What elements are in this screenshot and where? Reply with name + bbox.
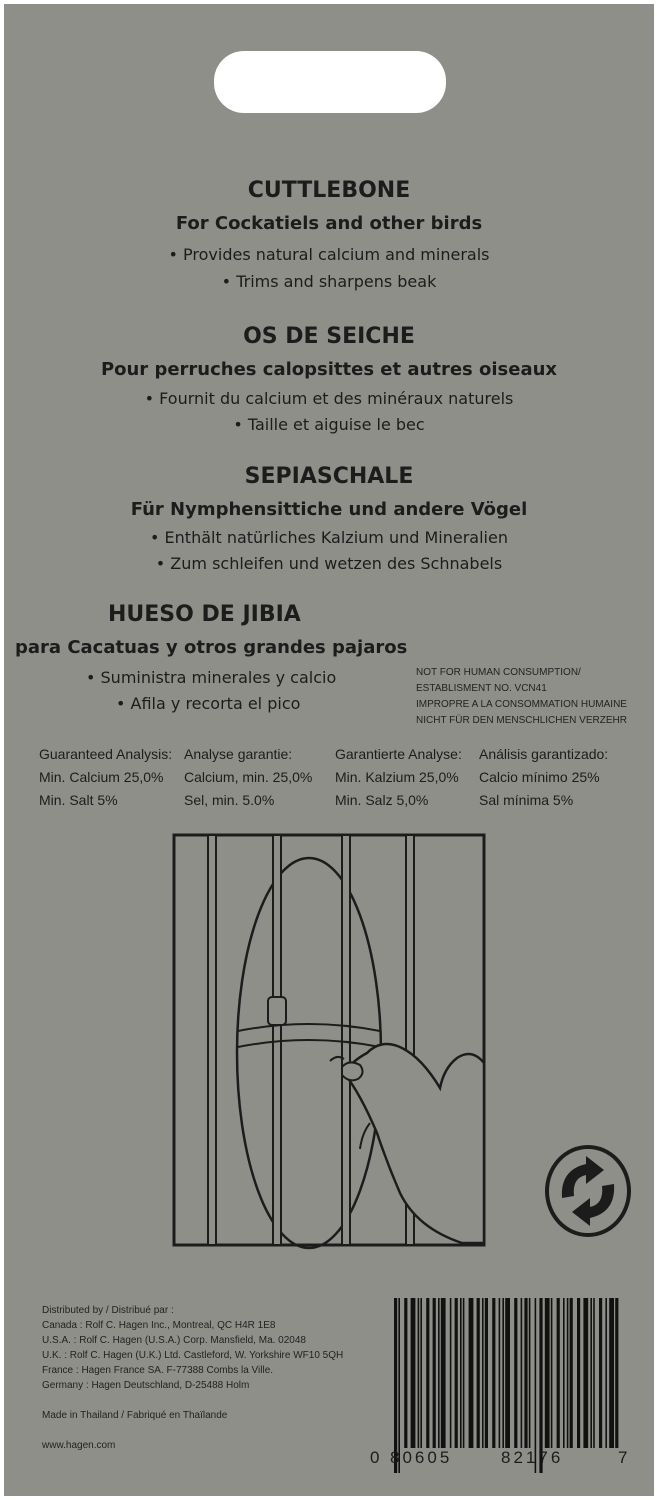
barcode-bar xyxy=(514,1298,517,1448)
website: www.hagen.com xyxy=(42,1440,116,1451)
barcode-bar xyxy=(411,1298,416,1448)
barcode-bar xyxy=(593,1298,595,1448)
barcode-bar xyxy=(485,1298,488,1448)
barcode-bar xyxy=(557,1298,560,1448)
analysis-calcium: Calcium, min. 25,0% xyxy=(184,769,313,785)
french-bullet-calcium: • Fournit du calcium et des minéraux naturels xyxy=(144,389,514,408)
german-title: SEPIASCHALE xyxy=(244,464,414,489)
distribution-line: France : Hagen France SA. F-77388 Combs la Ville. xyxy=(42,1365,274,1376)
analysis-heading: Guaranteed Analysis: xyxy=(39,746,173,762)
barcode-bar xyxy=(615,1298,618,1448)
analysis-french xyxy=(184,743,312,812)
analysis-calcium: Calcio mínimo 25% xyxy=(479,769,600,785)
barcode-bar xyxy=(521,1298,523,1448)
barcode-bar xyxy=(477,1298,480,1448)
barcode-bar xyxy=(460,1298,462,1448)
barcode-bar xyxy=(499,1298,501,1448)
barcode-bar xyxy=(469,1298,474,1448)
barcode-bar xyxy=(551,1298,553,1448)
barcode-bar xyxy=(441,1298,446,1448)
analysis-heading: Analyse garantie: xyxy=(184,746,293,762)
barcode-bar xyxy=(570,1298,573,1448)
english-bullet-beak: • Trims and sharpens beak xyxy=(221,272,437,291)
warning-line: IMPROPRE A LA CONSOMMATION HUMAINE xyxy=(416,699,627,710)
analysis-salt: Sel, min. 5.0% xyxy=(184,792,275,808)
german-bullet-calcium: • Enthält natürliches Kalzium und Mineralien xyxy=(150,528,508,547)
english-subtitle: For Cockatiels and other birds xyxy=(175,213,483,234)
analysis-english xyxy=(39,743,172,812)
analysis-calcium: Min. Kalzium 25,0% xyxy=(335,769,459,785)
barcode-bar xyxy=(545,1298,550,1448)
warning-line: NOT FOR HUMAN CONSUMPTION/ xyxy=(416,667,581,678)
french-bullet-beak: • Taille et aiguise le bec xyxy=(233,415,425,434)
barcode-bar xyxy=(492,1298,495,1448)
english-bullet-calcium: • Provides natural calcium and minerals xyxy=(168,245,490,264)
spanish-bullet-minerals: • Suministra minerales y calcio xyxy=(86,668,337,687)
distribution-line: U.K. : Rolf C. Hagen (U.K.) Ltd. Castleford, W. Yorkshire WF10 5QH xyxy=(42,1350,344,1361)
spanish-bullet-beak: • Afila y recorta el pico xyxy=(116,694,301,713)
barcode-last-digit: 7 xyxy=(618,1448,631,1467)
barcode-bar xyxy=(590,1298,592,1448)
barcode-left-digits: 80605 xyxy=(390,1448,453,1467)
barcode-bar xyxy=(577,1298,580,1448)
barcode-bar xyxy=(404,1298,407,1448)
barcode-bar xyxy=(563,1298,565,1448)
distribution-line: Canada : Rolf C. Hagen Inc., Montreal, QC H4R 1E8 xyxy=(42,1320,276,1331)
barcode-bar xyxy=(426,1298,429,1448)
warning-line: NICHT FÜR DEN MENSCHLICHEN VERZEHR xyxy=(416,715,627,726)
barcode-bar xyxy=(583,1298,588,1448)
barcode-bar xyxy=(463,1298,465,1448)
french-title: OS DE SEICHE xyxy=(243,324,415,349)
barcode-first-digit: 0 xyxy=(370,1448,383,1467)
distribution-info xyxy=(42,1303,343,1453)
barcode-bar xyxy=(599,1298,602,1448)
analysis-heading: Garantierte Analyse: xyxy=(335,746,462,762)
warning-line: ESTABLISMENT NO. VCN41 xyxy=(416,683,547,694)
french-subtitle: Pour perruches calopsittes et autres oiseaux xyxy=(100,359,558,380)
barcode-bar xyxy=(420,1298,422,1448)
barcode-bar xyxy=(438,1298,440,1448)
barcode-right-digits: 82176 xyxy=(501,1448,564,1467)
distribution-line: Germany : Hagen Deutschland, D-25488 Holm xyxy=(42,1380,250,1391)
barcode-bar xyxy=(398,1298,400,1473)
analysis-salt: Sal mínima 5% xyxy=(479,792,574,808)
analysis-heading: Análisis garantizado: xyxy=(479,746,609,762)
barcode-bar xyxy=(505,1298,510,1448)
analysis-salt: Min. Salt 5% xyxy=(39,792,118,808)
made-in: Made in Thailand / Fabriqué en Thaïlande xyxy=(42,1410,228,1421)
barcode-bar xyxy=(605,1298,607,1448)
barcode-bar xyxy=(455,1298,458,1448)
german-bullet-beak: • Zum schleifen und wetzen des Schnabels xyxy=(155,554,503,573)
spanish-subtitle: para Cacatuas y otros grandes pajaros xyxy=(15,637,408,658)
recycle-icon xyxy=(544,1144,632,1238)
analysis-calcium: Min. Calcium 25,0% xyxy=(39,769,164,785)
barcode-bar xyxy=(394,1298,397,1473)
spanish-title: HUESO DE JIBIA xyxy=(108,602,301,627)
analysis-salt: Min. Salz 5,0% xyxy=(335,792,429,808)
german-subtitle: Für Nymphensittiche und andere Vögel xyxy=(130,499,528,520)
english-title: CUTTLEBONE xyxy=(247,178,411,203)
analysis-spanish xyxy=(479,743,608,812)
barcode-bar xyxy=(609,1298,614,1448)
barcode-bar xyxy=(418,1298,420,1448)
barcode-bar xyxy=(535,1298,537,1473)
barcode-bar xyxy=(539,1298,542,1473)
consumption-warning xyxy=(416,665,627,729)
cage-illustration-icon xyxy=(172,833,486,1253)
barcode-bar xyxy=(529,1298,531,1448)
barcode-bar xyxy=(502,1298,504,1448)
distribution-line: U.S.A. : Rolf C. Hagen (U.S.A.) Corp. Mansfield, Ma. 02048 xyxy=(42,1335,306,1346)
barcode-bar xyxy=(450,1298,452,1448)
barcode-bar xyxy=(524,1298,527,1448)
barcode-bar xyxy=(567,1298,569,1448)
analysis-german xyxy=(335,743,462,812)
barcode-bar xyxy=(482,1298,484,1448)
barcode-bar xyxy=(433,1298,436,1448)
product-card xyxy=(4,4,654,1496)
distribution-heading: Distributed by / Distribué par : xyxy=(42,1305,174,1316)
hang-hole xyxy=(214,51,446,113)
